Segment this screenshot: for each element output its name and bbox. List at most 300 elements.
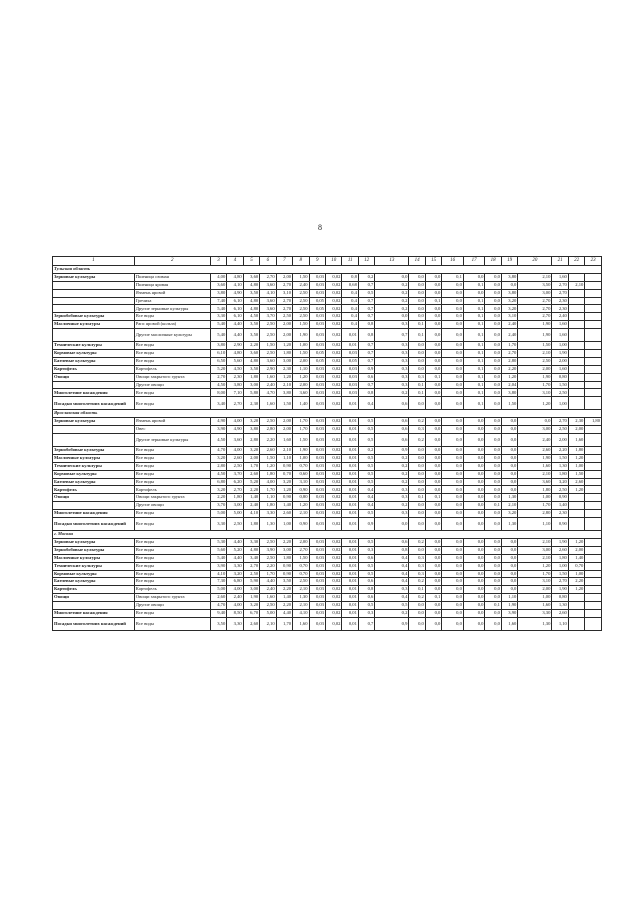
- value-cell: 0,0: [485, 594, 501, 602]
- value-cell: 1,60: [260, 397, 276, 410]
- value-cell: 2,10: [260, 617, 276, 630]
- value-cell: 2,10: [501, 502, 517, 510]
- value-cell: 0,0: [463, 546, 485, 554]
- value-cell: 0,8: [358, 321, 374, 329]
- value-cell: 2,60: [518, 447, 552, 455]
- value-cell: 0,0: [442, 313, 464, 321]
- value-cell: 3,60: [227, 434, 243, 447]
- value-cell: 0,0: [425, 510, 441, 518]
- value-cell: 2,00: [276, 418, 292, 426]
- value-cell: 0,80: [552, 594, 568, 602]
- crop-group-cell: [53, 502, 135, 510]
- value-cell: 0,0: [425, 313, 441, 321]
- value-cell: 4,00: [260, 478, 276, 486]
- value-cell: 0,03: [342, 389, 358, 397]
- value-cell: 0,2: [375, 281, 409, 289]
- value-cell: 0,0: [485, 273, 501, 281]
- value-cell: 0,0: [442, 478, 464, 486]
- crop-group-cell: Кормовые культуры: [53, 350, 135, 358]
- value-cell: 1,70: [260, 570, 276, 578]
- value-cell: 2,60: [552, 546, 568, 554]
- table-row: [53, 546, 602, 554]
- value-cell: 1,00: [568, 570, 584, 578]
- column-header: 5: [243, 257, 259, 266]
- value-cell: 2,10: [293, 602, 309, 610]
- value-cell: [585, 434, 602, 447]
- column-header: 20: [518, 257, 552, 266]
- value-cell: 0,4: [358, 494, 374, 502]
- value-cell: 0,3: [409, 570, 425, 578]
- crop-group-cell: Масличные культуры: [53, 321, 135, 329]
- value-cell: 1,60: [501, 617, 517, 630]
- value-cell: 1,80: [276, 554, 292, 562]
- value-cell: 1,50: [260, 454, 276, 462]
- value-cell: 0,02: [325, 578, 341, 586]
- value-cell: 3,30: [227, 617, 243, 630]
- value-cell: 3,20: [210, 486, 226, 494]
- crop-variety-cell: Все виды: [134, 357, 210, 365]
- value-cell: 0,5: [358, 562, 374, 570]
- value-cell: 2,70: [501, 350, 517, 358]
- value-cell: 3,90: [210, 426, 226, 434]
- value-cell: 3,80: [210, 342, 226, 350]
- value-cell: 0,0: [442, 594, 464, 602]
- value-cell: 0,4: [342, 297, 358, 305]
- value-cell: 3,60: [293, 389, 309, 397]
- value-cell: 0,0: [425, 273, 441, 281]
- value-cell: 0,0: [442, 350, 464, 358]
- value-cell: 0,0: [442, 470, 464, 478]
- table-row: [53, 538, 602, 546]
- crop-variety-cell: Все виды: [134, 617, 210, 630]
- value-cell: 0,4: [342, 289, 358, 297]
- value-cell: 2,10: [518, 470, 552, 478]
- value-cell: 0,4: [358, 502, 374, 510]
- table-row: [53, 381, 602, 389]
- region-label: Ярославская область: [53, 410, 602, 418]
- value-cell: 0,0: [463, 418, 485, 426]
- value-cell: 0,9: [375, 447, 409, 455]
- value-cell: 0,70: [293, 570, 309, 578]
- value-cell: 5,40: [210, 329, 226, 342]
- value-cell: 0,02: [325, 470, 341, 478]
- value-cell: 0,8: [342, 273, 358, 281]
- value-cell: 3,60: [518, 478, 552, 486]
- value-cell: 0,90: [276, 570, 292, 578]
- value-cell: 0,0: [442, 357, 464, 365]
- value-cell: 0,0: [485, 478, 501, 486]
- value-cell: 0,03: [342, 373, 358, 381]
- value-cell: 1,60: [552, 329, 568, 342]
- value-cell: 1,90: [293, 447, 309, 455]
- value-cell: 0,0: [485, 297, 501, 305]
- value-cell: 1,40: [552, 502, 568, 510]
- crop-group-cell: Посадки многолетних насаждений: [53, 518, 135, 531]
- value-cell: [585, 470, 602, 478]
- value-cell: 0,03: [309, 578, 325, 586]
- column-header: 23: [585, 257, 602, 266]
- value-cell: 1,70: [293, 418, 309, 426]
- value-cell: 0,1: [463, 381, 485, 389]
- value-cell: 2,30: [552, 305, 568, 313]
- value-cell: [585, 313, 602, 321]
- value-cell: 0,1: [463, 397, 485, 410]
- value-cell: 3,30: [210, 518, 226, 531]
- value-cell: 2,00: [518, 365, 552, 373]
- value-cell: 0,02: [325, 289, 341, 297]
- value-cell: 2,70: [552, 281, 568, 289]
- table-row: [53, 486, 602, 494]
- value-cell: [568, 289, 584, 297]
- value-cell: 2,10: [518, 350, 552, 358]
- value-cell: [585, 518, 602, 531]
- value-cell: 2,40: [260, 381, 276, 389]
- table-row: [53, 494, 602, 502]
- value-cell: 3,00: [243, 381, 259, 389]
- value-cell: 0,0: [485, 486, 501, 494]
- value-cell: 0,0: [485, 381, 501, 389]
- value-cell: [585, 289, 602, 297]
- value-cell: 0,0: [409, 313, 425, 321]
- value-cell: 3,30: [227, 562, 243, 570]
- value-cell: 5,20: [227, 546, 243, 554]
- value-cell: 0,2: [409, 418, 425, 426]
- value-cell: 0,0: [463, 426, 485, 434]
- value-cell: 0,90: [293, 518, 309, 531]
- value-cell: 0,0: [501, 281, 517, 289]
- value-cell: 2,30: [276, 365, 292, 373]
- value-cell: 0,0: [425, 546, 441, 554]
- value-cell: [568, 357, 584, 365]
- crop-group-cell: [53, 305, 135, 313]
- value-cell: 2,10: [293, 510, 309, 518]
- value-cell: [568, 494, 584, 502]
- crop-group-cell: Посадки многолетних насаждений: [53, 617, 135, 630]
- value-cell: 0,03: [309, 546, 325, 554]
- value-cell: 1,10: [552, 617, 568, 630]
- value-cell: [585, 570, 602, 578]
- value-cell: 2,50: [260, 350, 276, 358]
- value-cell: 0,0: [501, 554, 517, 562]
- value-cell: 1,50: [293, 554, 309, 562]
- value-cell: 0,01: [342, 342, 358, 350]
- value-cell: 0,4: [342, 313, 358, 321]
- value-cell: 1,50: [568, 470, 584, 478]
- value-cell: 0,0: [501, 470, 517, 478]
- value-cell: 2,60: [210, 594, 226, 602]
- value-cell: 4,00: [227, 447, 243, 455]
- value-cell: 2,50: [260, 554, 276, 562]
- value-cell: 0,01: [342, 329, 358, 342]
- value-cell: 3,20: [276, 478, 292, 486]
- value-cell: 0,2: [358, 447, 374, 455]
- value-cell: 0,0: [501, 570, 517, 578]
- value-cell: 0,0: [485, 562, 501, 570]
- value-cell: [568, 518, 584, 531]
- value-cell: 1,90: [518, 454, 552, 462]
- value-cell: 0,3: [375, 494, 409, 502]
- value-cell: 1,20: [568, 538, 584, 546]
- value-cell: 1,70: [276, 617, 292, 630]
- value-cell: 0,03: [309, 586, 325, 594]
- value-cell: [585, 426, 602, 434]
- value-cell: 0,3: [409, 554, 425, 562]
- value-cell: 0,03: [342, 365, 358, 373]
- value-cell: 1,90: [518, 329, 552, 342]
- value-cell: 0,6: [375, 397, 409, 410]
- value-cell: 0,6: [358, 373, 374, 381]
- value-cell: 2,20: [501, 365, 517, 373]
- value-cell: 0,0: [409, 289, 425, 297]
- value-cell: 2,70: [260, 273, 276, 281]
- value-cell: 0,0: [425, 486, 441, 494]
- value-cell: 0,02: [325, 397, 341, 410]
- value-cell: 2,50: [518, 357, 552, 365]
- crop-variety-cell: Картофель: [134, 486, 210, 494]
- value-cell: [585, 350, 602, 358]
- value-cell: 0,2: [409, 578, 425, 586]
- value-cell: 2,00: [293, 538, 309, 546]
- value-cell: [568, 510, 584, 518]
- value-cell: 2,20: [243, 486, 259, 494]
- value-cell: 0,01: [342, 586, 358, 594]
- value-cell: 0,03: [309, 447, 325, 455]
- crop-group-cell: Многолетние насаждения: [53, 389, 135, 397]
- value-cell: [585, 562, 602, 570]
- value-cell: 0,5: [358, 470, 374, 478]
- value-cell: 0,03: [309, 538, 325, 546]
- crop-variety-cell: Все виды: [134, 454, 210, 462]
- value-cell: [585, 462, 602, 470]
- table-row: [53, 502, 602, 510]
- value-cell: 2,20: [276, 538, 292, 546]
- value-cell: 0,0: [425, 478, 441, 486]
- value-cell: 1,90: [518, 373, 552, 381]
- table-row: [53, 454, 602, 462]
- crop-variety-cell: Овес: [134, 426, 210, 434]
- value-cell: 0,4: [358, 397, 374, 410]
- value-cell: [585, 602, 602, 610]
- value-cell: 0,0: [425, 418, 441, 426]
- value-cell: 0,0: [425, 502, 441, 510]
- value-cell: 0,90: [552, 494, 568, 502]
- value-cell: 0,02: [325, 478, 341, 486]
- value-cell: 5,00: [210, 586, 226, 594]
- value-cell: 3,80: [501, 273, 517, 281]
- value-cell: 0,7: [358, 350, 374, 358]
- value-cell: 0,0: [425, 365, 441, 373]
- value-cell: 3,30: [260, 510, 276, 518]
- value-cell: 0,0: [501, 586, 517, 594]
- value-cell: 0,0: [409, 609, 425, 617]
- value-cell: 0,0: [425, 321, 441, 329]
- value-cell: 0,0: [485, 426, 501, 434]
- crop-variety-cell: Ячмень яровой: [134, 289, 210, 297]
- value-cell: 1,40: [568, 554, 584, 562]
- value-cell: 4,50: [227, 365, 243, 373]
- table-row: [53, 281, 602, 289]
- value-cell: 3,70: [210, 502, 226, 510]
- value-cell: 2,50: [293, 313, 309, 321]
- value-cell: 2,40: [293, 281, 309, 289]
- value-cell: 0,4: [358, 486, 374, 494]
- value-cell: 0,0: [425, 397, 441, 410]
- value-cell: 0,7: [358, 297, 374, 305]
- value-cell: 0,02: [325, 538, 341, 546]
- value-cell: 4,40: [227, 329, 243, 342]
- value-cell: 0,0: [518, 418, 552, 426]
- value-cell: 1,70: [501, 342, 517, 350]
- value-cell: 6,20: [227, 478, 243, 486]
- crop-variety-cell: Все виды: [134, 546, 210, 554]
- crop-group-cell: Бахчевые культуры: [53, 578, 135, 586]
- value-cell: 4,00: [210, 273, 226, 281]
- value-cell: 3,40: [210, 397, 226, 410]
- value-cell: 0,7: [358, 617, 374, 630]
- value-cell: 0,02: [325, 297, 341, 305]
- value-cell: 2,50: [293, 289, 309, 297]
- value-cell: 0,02: [325, 486, 341, 494]
- value-cell: 0,0: [442, 329, 464, 342]
- value-cell: 6,80: [210, 478, 226, 486]
- value-cell: 0,0: [485, 373, 501, 381]
- value-cell: 3,50: [518, 281, 552, 289]
- value-cell: 0,02: [325, 594, 341, 602]
- value-cell: 3,80: [243, 426, 259, 434]
- value-cell: 1,70: [518, 502, 552, 510]
- value-cell: 1,50: [293, 321, 309, 329]
- value-cell: 1,00: [552, 342, 568, 350]
- value-cell: 2,20: [552, 447, 568, 455]
- value-cell: 2,70: [227, 397, 243, 410]
- value-cell: 0,0: [501, 462, 517, 470]
- value-cell: 0,0: [485, 546, 501, 554]
- value-cell: 0,0: [442, 462, 464, 470]
- value-cell: 0,02: [325, 609, 341, 617]
- value-cell: 3,80: [501, 389, 517, 397]
- value-cell: 5,00: [227, 510, 243, 518]
- table-row: [53, 350, 602, 358]
- value-cell: [585, 609, 602, 617]
- value-cell: 2,50: [227, 518, 243, 531]
- value-cell: 0,6: [375, 538, 409, 546]
- crop-variety-cell: Все виды: [134, 447, 210, 455]
- crop-variety-cell: Другие овощи: [134, 502, 210, 510]
- value-cell: 0,0: [463, 454, 485, 462]
- value-cell: 0,0: [485, 470, 501, 478]
- value-cell: 0,0: [442, 434, 464, 447]
- crop-variety-cell: Все виды: [134, 518, 210, 531]
- crop-group-cell: Зерновые культуры: [53, 418, 135, 426]
- value-cell: 4,10: [293, 609, 309, 617]
- value-cell: 0,0: [463, 462, 485, 470]
- value-cell: 0,80: [293, 494, 309, 502]
- header-row: [53, 257, 602, 266]
- crop-group-cell: Бахчевые культуры: [53, 478, 135, 486]
- value-cell: 1,40: [293, 397, 309, 410]
- value-cell: 3,60: [210, 281, 226, 289]
- value-cell: 1,60: [518, 602, 552, 610]
- value-cell: 0,5: [358, 478, 374, 486]
- value-cell: 0,01: [342, 434, 358, 447]
- table-row: [53, 554, 602, 562]
- table-row: [53, 609, 602, 617]
- value-cell: 2,40: [260, 586, 276, 594]
- value-cell: 3,90: [260, 546, 276, 554]
- value-cell: 1,70: [243, 462, 259, 470]
- value-cell: 0,03: [309, 502, 325, 510]
- value-cell: 0,0: [442, 297, 464, 305]
- value-cell: 5,00: [210, 510, 226, 518]
- column-header: 2: [134, 257, 210, 266]
- value-cell: 0,2: [375, 502, 409, 510]
- value-cell: 0,0: [485, 329, 501, 342]
- value-cell: 0,0: [442, 418, 464, 426]
- value-cell: [585, 510, 602, 518]
- value-cell: 3,20: [243, 602, 259, 610]
- value-cell: 0,0: [463, 289, 485, 297]
- value-cell: 0,02: [325, 434, 341, 447]
- value-cell: 2,50: [276, 313, 292, 321]
- value-cell: 2,50: [293, 297, 309, 305]
- crop-group-cell: Зернобобовые культуры: [53, 313, 135, 321]
- value-cell: 2,60: [568, 478, 584, 486]
- table-row: [53, 305, 602, 313]
- table-row: [53, 297, 602, 305]
- value-cell: 0,02: [325, 389, 341, 397]
- crop-variety-cell: Все виды: [134, 397, 210, 410]
- value-cell: 1,80: [227, 494, 243, 502]
- value-cell: 2,70: [552, 578, 568, 586]
- value-cell: 4,80: [243, 305, 259, 313]
- value-cell: 0,0: [485, 357, 501, 365]
- value-cell: 8,00: [210, 389, 226, 397]
- crop-group-cell: Овощи: [53, 373, 135, 381]
- column-header: 1: [53, 257, 135, 266]
- value-cell: 1,90: [501, 602, 517, 610]
- value-cell: 0,01: [342, 602, 358, 610]
- value-cell: 0,02: [325, 418, 341, 426]
- value-cell: 3,30: [518, 609, 552, 617]
- value-cell: 0,02: [325, 617, 341, 630]
- value-cell: 2,50: [293, 578, 309, 586]
- value-cell: 3,20: [501, 305, 517, 313]
- value-cell: 3,50: [276, 578, 292, 586]
- column-header: 19: [501, 257, 517, 266]
- value-cell: 0,02: [325, 602, 341, 610]
- value-cell: 0,01: [342, 609, 358, 617]
- value-cell: 0,01: [342, 594, 358, 602]
- value-cell: 0,0: [442, 546, 464, 554]
- value-cell: 0,90: [276, 562, 292, 570]
- value-cell: 6,50: [210, 357, 226, 365]
- crop-group-cell: [53, 381, 135, 389]
- value-cell: 0,0: [501, 562, 517, 570]
- value-cell: 4,00: [227, 602, 243, 610]
- value-cell: 1,10: [260, 494, 276, 502]
- value-cell: 0,02: [325, 373, 341, 381]
- value-cell: [568, 365, 584, 373]
- table-row: [53, 510, 602, 518]
- value-cell: 4,80: [243, 297, 259, 305]
- value-cell: 0,01: [342, 617, 358, 630]
- crop-group-cell: Картофель: [53, 586, 135, 594]
- value-cell: 2,10: [518, 554, 552, 562]
- value-cell: 3,50: [243, 289, 259, 297]
- crop-variety-cell: Все виды: [134, 478, 210, 486]
- table-row: [53, 594, 602, 602]
- table-row: [53, 321, 602, 329]
